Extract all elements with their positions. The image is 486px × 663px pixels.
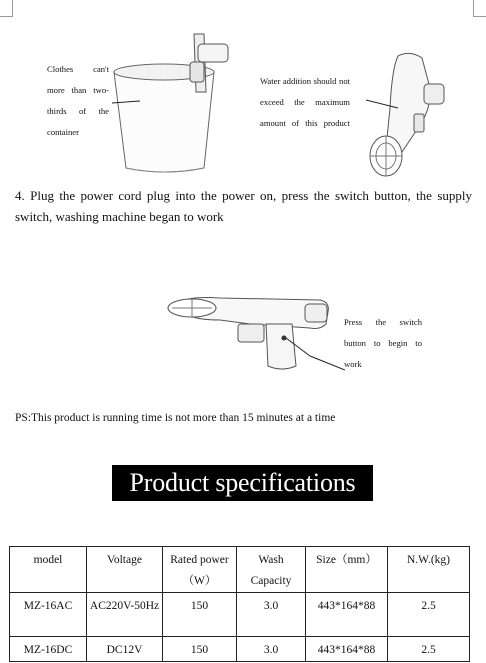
header-size: Size（mm）: [306, 547, 388, 593]
cell-size: 443*164*88: [306, 593, 388, 637]
note-clothes-limit: Clothes can't more than two-thirds of the container: [47, 64, 109, 137]
crop-mark-left: [0, 0, 13, 17]
header-wash-capacity: Wash Capacity: [237, 547, 306, 593]
ps-note: PS:This product is running time is not more than 15 minutes at a time: [15, 412, 336, 424]
step-4-instruction: 4. Plug the power cord plug into the power on, press the switch button, the supply switch, washing machine began to work: [15, 188, 472, 224]
header-model: model: [10, 547, 87, 593]
cell-model: MZ-16AC: [10, 593, 87, 637]
table-row: [10, 637, 470, 662]
header-rated-power: Rated power（W）: [163, 547, 237, 593]
device-top-illustration: [160, 290, 345, 375]
cell-rated-power: 150: [163, 637, 237, 662]
header-voltage: Voltage: [87, 547, 163, 593]
cell-voltage: AC220V-50Hz: [87, 593, 163, 637]
spec-title: Product specifications: [112, 465, 373, 501]
cell-rated-power: 150: [163, 593, 237, 637]
table-row: [10, 593, 470, 637]
cell-voltage: DC12V: [87, 637, 163, 662]
note-press-switch: Press the switch button to begin to work: [344, 317, 422, 369]
spec-table-header-row: [10, 547, 470, 593]
crop-mark-right: [473, 0, 486, 17]
cell-size: 443*164*88: [306, 637, 388, 662]
device-side-illustration: [350, 48, 450, 183]
cell-net-weight: 2.5: [388, 637, 470, 662]
cell-wash-capacity: 3.0: [237, 637, 306, 662]
cell-wash-capacity: 3.0: [237, 593, 306, 637]
bucket-illustration: [110, 30, 245, 180]
cell-net-weight: 2.5: [388, 593, 470, 637]
header-net-weight: N.W.(kg): [388, 547, 470, 593]
cell-model: MZ-16DC: [10, 637, 87, 662]
note-water-limit: Water addition should not exceed the maximum amount of this product: [260, 76, 350, 128]
spec-table: [9, 546, 470, 662]
